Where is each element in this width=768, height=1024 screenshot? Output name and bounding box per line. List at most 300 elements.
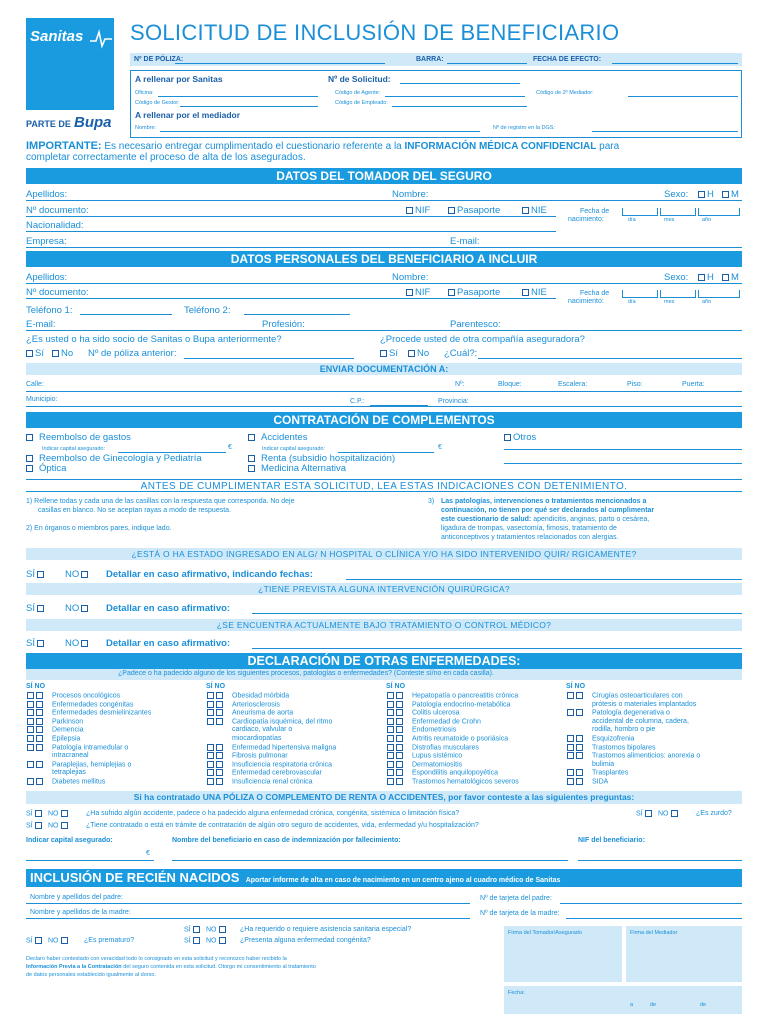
envio-escalera-label: Escalera: bbox=[558, 381, 588, 388]
disease-checkboxes[interactable] bbox=[206, 778, 232, 785]
tomador-documento-field[interactable] bbox=[26, 216, 556, 217]
disease-item[interactable] bbox=[206, 761, 332, 768]
benef-socio-no[interactable] bbox=[50, 348, 73, 359]
disease-item bbox=[566, 726, 655, 733]
codigo-2-mediador-label: Código de 2º Mediador: bbox=[536, 90, 594, 96]
renta-q1-si[interactable] bbox=[26, 810, 44, 817]
disease-label: Endometriosis bbox=[412, 726, 457, 734]
registro-dgs-field[interactable] bbox=[592, 131, 738, 132]
accidentes-check[interactable] bbox=[246, 432, 307, 443]
fecha-efecto-label: FECHA DE EFECTO: bbox=[533, 56, 602, 63]
disease-checkboxes[interactable] bbox=[566, 709, 592, 716]
disease-item[interactable] bbox=[386, 778, 519, 785]
disease-label: Paraplejias, hemiplejias o bbox=[52, 761, 132, 769]
renta-q2-si[interactable] bbox=[26, 822, 44, 829]
pregunta-1-no[interactable] bbox=[65, 569, 90, 580]
recien-madre-label: Nombre y apellidos de la madre: bbox=[30, 909, 131, 916]
disease-checkboxes[interactable] bbox=[206, 761, 232, 768]
envio-provincia-field[interactable] bbox=[26, 406, 742, 407]
disease-item[interactable] bbox=[26, 761, 131, 768]
disease-label: tetraplejias bbox=[52, 769, 86, 777]
disease-label: Obesidad mórbida bbox=[232, 692, 290, 700]
pregunta-2-si-text: SÍ bbox=[26, 603, 35, 614]
envio-header: ENVIAR DOCUMENTACIÓN A: bbox=[26, 363, 742, 375]
renta-header: Si ha contratado UNA PÓLIZA O COMPLEMENTO DE RENTA O ACCIDENTES, por favor conteste a las siguientes preguntas: bbox=[26, 791, 742, 804]
benef-nombre-label: Nombre: bbox=[392, 272, 429, 283]
disease-checkboxes[interactable] bbox=[206, 769, 232, 776]
disease-item[interactable] bbox=[566, 752, 700, 759]
zurdo-no[interactable] bbox=[658, 810, 680, 817]
benef-poliza-anterior-field[interactable] bbox=[184, 358, 354, 359]
pregunta-1-no-text: NO bbox=[65, 569, 80, 580]
zurdo-si-text: SÍ bbox=[636, 810, 643, 818]
envio-calle-label: Calle: bbox=[26, 381, 44, 388]
sanitas-logo bbox=[26, 18, 114, 110]
codigo-agente-field[interactable] bbox=[385, 96, 525, 97]
benef-fecha-anio[interactable] bbox=[698, 290, 740, 298]
benef-nacimiento-label: nacimiento: bbox=[568, 298, 604, 305]
disease-checkboxes[interactable] bbox=[386, 778, 412, 785]
disease-label: Lupus sistémico bbox=[412, 752, 463, 760]
fecha-box[interactable] bbox=[504, 986, 742, 1014]
codigo-empleado-label: Código de Empleado: bbox=[335, 100, 388, 106]
reembolso-gineco-text: Reembolso de Ginecología y Pediatría bbox=[39, 453, 202, 464]
disease-item[interactable] bbox=[386, 692, 518, 699]
euro-symbol-1: € bbox=[228, 444, 232, 451]
tomador-fecha-anio[interactable] bbox=[698, 208, 740, 216]
disease-item[interactable] bbox=[26, 735, 80, 742]
disease-label: accidental de columna, cadera, bbox=[592, 717, 689, 725]
disease-checkboxes[interactable] bbox=[386, 692, 412, 699]
disease-label: prótesis o materiales implantados bbox=[592, 700, 697, 708]
tomador-nacimiento-label: nacimiento: bbox=[568, 216, 604, 223]
beneficiario-header: DATOS PERSONALES DEL BENEFICIARIO A INCLUIR bbox=[26, 251, 742, 267]
disease-item[interactable] bbox=[386, 726, 456, 733]
benef-nif-text: NIF bbox=[415, 287, 431, 298]
benef-telefono1-label: Teléfono 1: bbox=[26, 305, 73, 316]
tomador-email-label: E-mail: bbox=[450, 236, 480, 247]
prematuro-si[interactable] bbox=[26, 937, 44, 944]
codigo-2-mediador-field[interactable] bbox=[628, 96, 738, 97]
reembolso-gastos-text: Reembolso de gastos bbox=[39, 432, 131, 443]
recien-padre-field[interactable] bbox=[26, 903, 470, 904]
disease-checkboxes[interactable] bbox=[26, 735, 52, 742]
firma-tomador-label: Firma del Tomador/Asegurado bbox=[508, 930, 582, 936]
disease-checkboxes[interactable] bbox=[386, 761, 412, 768]
importante-text2: para bbox=[599, 141, 620, 152]
disease-checkboxes[interactable] bbox=[566, 769, 592, 776]
disease-checkboxes[interactable] bbox=[206, 692, 232, 699]
disease-item[interactable] bbox=[566, 735, 634, 742]
disease-item[interactable] bbox=[386, 735, 508, 742]
disease-label: SIDA bbox=[592, 778, 609, 786]
disease-item[interactable] bbox=[206, 769, 322, 776]
parte-de-label: PARTE DE bbox=[26, 119, 71, 129]
disease-item[interactable] bbox=[26, 744, 128, 751]
tomador-nie[interactable] bbox=[520, 205, 547, 216]
envio-cp-label: C.P.: bbox=[350, 398, 365, 405]
disease-label: Enfermedad de Crohn bbox=[412, 718, 481, 726]
declaracion-2 bbox=[26, 964, 316, 970]
zurdo-no-text: NO bbox=[658, 810, 669, 818]
benef-fecha-dia[interactable] bbox=[622, 290, 658, 298]
prematuro-q: ¿Es prematuro? bbox=[84, 937, 135, 944]
sino-header: SÍ NO bbox=[26, 683, 46, 690]
disease-label: Colitis ulcerosa bbox=[412, 709, 460, 717]
otros-field-1[interactable] bbox=[504, 449, 742, 450]
disease-checkboxes[interactable] bbox=[26, 744, 52, 751]
disease-item[interactable] bbox=[206, 718, 332, 725]
n-solicitud-label: Nº de Solicitud: bbox=[328, 74, 391, 84]
disease-item[interactable] bbox=[566, 769, 628, 776]
tomador-apellidos-label: Apellidos: bbox=[26, 189, 68, 200]
benef-socio-si[interactable] bbox=[24, 348, 44, 359]
pregunta-3-field[interactable] bbox=[252, 648, 742, 649]
enfermedades-header: DECLARACIÓN DE OTRAS ENFERMEDADES: bbox=[26, 653, 742, 669]
benef-q-socio: ¿Es usted o ha sido socio de Sanitas o Bupa anteriormente? bbox=[26, 334, 282, 345]
pregunta-1-header: ¿ESTÁ O HA ESTADO INGRESADO EN ALG/ N HOSPITAL O CLÍNICA Y/O HA SIDO INTERVENIDO QUIR/ RGICAMENTE? bbox=[26, 548, 742, 560]
benef-email-field[interactable] bbox=[26, 330, 742, 331]
disease-checkboxes[interactable] bbox=[566, 778, 592, 785]
disease-item[interactable] bbox=[26, 701, 133, 708]
disease-item bbox=[566, 701, 696, 708]
benef-cual-label: ¿Cuál?: bbox=[444, 348, 478, 359]
benef-dia-label: día bbox=[628, 299, 636, 305]
benef-telefono2-field[interactable] bbox=[244, 314, 350, 315]
disease-item[interactable] bbox=[386, 744, 479, 751]
disease-checkboxes[interactable] bbox=[26, 726, 52, 733]
benef-pasaporte-text: Pasaporte bbox=[457, 287, 501, 298]
tomador-header: DATOS DEL TOMADOR DEL SEGURO bbox=[26, 168, 742, 184]
benef-sexo-m[interactable] bbox=[720, 272, 739, 283]
envio-piso-label: Piso: bbox=[627, 381, 643, 388]
tomador-empresa-field[interactable] bbox=[26, 247, 742, 248]
recien-header bbox=[26, 869, 742, 887]
pregunta-3-si-text: SÍ bbox=[26, 638, 35, 649]
disease-item[interactable] bbox=[386, 752, 462, 759]
optica-check[interactable] bbox=[24, 463, 66, 474]
renta-nif-benef-field[interactable] bbox=[578, 860, 742, 861]
tomador-nif[interactable] bbox=[404, 205, 430, 216]
accidentes-text: Accidentes bbox=[261, 432, 308, 443]
benef-q-otra: ¿Procede usted de otra compañía aseguradora? bbox=[380, 334, 585, 345]
medicina-alt-check[interactable] bbox=[246, 463, 346, 474]
renta-euro: € bbox=[146, 850, 150, 857]
disease-item[interactable] bbox=[26, 778, 105, 785]
pregunta-3-detalle: Detallar en caso afirmativo: bbox=[106, 638, 231, 649]
benef-sexo-h[interactable] bbox=[696, 272, 714, 283]
disease-checkboxes[interactable] bbox=[386, 735, 412, 742]
asistencia-no[interactable] bbox=[206, 926, 228, 933]
renta-capital-field[interactable] bbox=[26, 860, 154, 861]
instruccion-3a: Las patologías, intervenciones o tratamientos mencionados a bbox=[441, 498, 647, 505]
disease-item[interactable] bbox=[566, 709, 670, 716]
envio-provincia-label: Provincia: bbox=[438, 398, 469, 405]
tomador-sexo-h[interactable] bbox=[696, 189, 714, 200]
sanitas-brand: Sanitas bbox=[30, 28, 84, 45]
instruccion-3-num: 3) bbox=[428, 498, 435, 505]
disease-label: Patología endocrino-metabólica bbox=[412, 700, 511, 708]
renta-q1-si-text: SÍ bbox=[26, 810, 33, 818]
tomador-nacionalidad-field[interactable] bbox=[26, 231, 556, 232]
tomador-dia-label: día bbox=[628, 217, 636, 223]
envio-calle-field[interactable] bbox=[26, 391, 742, 392]
benef-apellidos-label: Apellidos: bbox=[26, 272, 68, 283]
disease-label: Enfermedades desmielinizantes bbox=[52, 709, 152, 717]
disease-checkboxes[interactable] bbox=[206, 718, 232, 725]
disease-checkboxes[interactable] bbox=[566, 752, 592, 759]
oficina-field[interactable] bbox=[158, 96, 318, 97]
zurdo-label: ¿Es zurdo? bbox=[696, 810, 732, 817]
disease-checkboxes[interactable] bbox=[386, 701, 412, 708]
pregunta-1-field[interactable] bbox=[346, 579, 742, 580]
fecha-de-1: de bbox=[650, 1002, 657, 1008]
disease-label: intracraneal bbox=[52, 752, 89, 760]
instruccion-2: 2) En órganos o miembros pares, indique lado. bbox=[26, 525, 172, 532]
tomador-nacionalidad-label: Nacionalidad: bbox=[26, 220, 84, 231]
disease-checkboxes[interactable] bbox=[386, 718, 412, 725]
instruccion-3d: apendicitis, anginas, parto o cesárea, bbox=[533, 516, 650, 523]
rellenar-mediador: A rellenar por el mediador bbox=[135, 110, 241, 120]
pregunta-2-detalle: Detallar en caso afirmativo: bbox=[106, 603, 231, 614]
poliza-field[interactable] bbox=[175, 63, 385, 64]
disease-checkboxes[interactable] bbox=[206, 709, 232, 716]
benef-documento-label: Nº documento: bbox=[26, 287, 89, 298]
sino-header: SÍ NO bbox=[386, 683, 406, 690]
disease-checkboxes[interactable] bbox=[386, 744, 412, 751]
renta-q1-no[interactable] bbox=[48, 810, 70, 817]
importante-text3: completar correctamente el proceso de alta de los asegurados. bbox=[26, 152, 306, 163]
disease-checkboxes[interactable] bbox=[26, 701, 52, 708]
congenita-si[interactable] bbox=[184, 937, 202, 944]
tomador-fecha-mes[interactable] bbox=[660, 208, 696, 216]
benef-anio-label: año bbox=[702, 299, 712, 305]
declaracion-1: Declaro haber contestado con veracidad todo lo consignado en esta solicitud y reconozco haber recibido la bbox=[26, 956, 287, 962]
fecha-a: a bbox=[630, 1002, 634, 1008]
benef-pasaporte[interactable] bbox=[446, 287, 500, 298]
disease-label: Insuficiencia renal crónica bbox=[232, 778, 313, 786]
zurdo-si[interactable] bbox=[636, 810, 654, 817]
importante-text1: Es necesario entregar cumplimentado el cuestionario referente a la bbox=[104, 141, 402, 152]
disease-label: cardiaco, valvular o bbox=[232, 726, 293, 734]
importante-text bbox=[26, 140, 619, 152]
disease-label: Trastornos hematológicos severos bbox=[412, 778, 519, 786]
renta-q2: ¿Tiene contratado o está en trámite de contratación de algún otro seguro de accidentes, vida, enfermedad y/u hospitalización? bbox=[86, 822, 479, 829]
disease-label: Patología intramedular o bbox=[52, 743, 129, 751]
benef-cual-field[interactable] bbox=[478, 358, 742, 359]
tomador-sexo-label: Sexo: bbox=[664, 189, 689, 200]
benef-telefono1-field[interactable] bbox=[80, 314, 172, 315]
disease-checkboxes[interactable] bbox=[386, 726, 412, 733]
disease-item[interactable] bbox=[206, 778, 313, 785]
disease-checkboxes[interactable] bbox=[206, 744, 232, 751]
benef-otra-no[interactable] bbox=[406, 348, 429, 359]
renta-capital-label: Indicar capital asegurado: bbox=[26, 837, 113, 844]
disease-checkboxes[interactable] bbox=[206, 752, 232, 759]
disease-item[interactable] bbox=[206, 692, 289, 699]
renta-nombre-benef-label: Nombre del beneficiario en caso de indemnización por fallecimiento: bbox=[172, 837, 401, 844]
benef-nie[interactable] bbox=[520, 287, 547, 298]
disease-item bbox=[566, 761, 614, 768]
indicar-capital-label: Indicar capital asegurado: bbox=[42, 446, 105, 452]
declaracion-2b: del seguro contenida en esta solicitud. Otorgo mi consentimiento al tratamiento bbox=[123, 964, 316, 970]
disease-label: miocardiopatías bbox=[232, 735, 282, 742]
disease-checkboxes[interactable] bbox=[26, 709, 52, 716]
congenita-no[interactable] bbox=[206, 937, 228, 944]
heartbeat-icon bbox=[90, 28, 112, 50]
benef-email-label: E-mail: bbox=[26, 319, 56, 330]
benef-apellidos-field[interactable] bbox=[26, 283, 742, 284]
disease-checkboxes[interactable] bbox=[26, 761, 52, 768]
tomador-fecha-nac-label: Fecha de bbox=[580, 208, 610, 215]
disease-label: Aneurisma de aorta bbox=[232, 709, 294, 717]
tomador-pasaporte[interactable] bbox=[446, 205, 500, 216]
recien-padre-label: Nombre y apellidos del padre: bbox=[30, 894, 123, 901]
disease-item[interactable] bbox=[26, 709, 151, 716]
disease-label: bulimia bbox=[592, 760, 615, 768]
otros-field-2[interactable] bbox=[504, 463, 742, 464]
disease-checkboxes[interactable] bbox=[566, 744, 592, 751]
instruccion-3c: este cuestionario de salud: bbox=[441, 516, 532, 523]
page-title: SOLICITUD DE INCLUSIÓN DE BENEFICIARIO bbox=[130, 20, 620, 45]
disease-item[interactable] bbox=[386, 718, 481, 725]
disease-label: Distrofias musculares bbox=[412, 743, 479, 751]
disease-item[interactable] bbox=[26, 726, 84, 733]
disease-label: Trastornos bipolares bbox=[592, 743, 656, 751]
tomador-fecha-dia[interactable] bbox=[622, 208, 658, 216]
disease-checkboxes[interactable] bbox=[386, 752, 412, 759]
disease-item[interactable] bbox=[206, 752, 288, 759]
envio-bloque-label: Bloque: bbox=[498, 381, 522, 388]
disease-label: Arteriosclerosis bbox=[232, 700, 280, 708]
disease-item[interactable] bbox=[26, 718, 83, 725]
recien-tarjeta-madre-field[interactable] bbox=[566, 918, 742, 919]
prematuro-si-text: SÍ bbox=[26, 937, 33, 945]
instruccion-1b: casillas en blanco. No se aceptan rayas a modo de respuesta. bbox=[38, 507, 232, 514]
disease-checkboxes[interactable] bbox=[26, 692, 52, 699]
pregunta-2-si[interactable] bbox=[26, 603, 46, 614]
pregunta-3-si[interactable] bbox=[26, 638, 46, 649]
pregunta-2-field[interactable] bbox=[252, 613, 742, 614]
benef-parentesco-label: Parentesco: bbox=[450, 319, 501, 330]
tomador-h-text: H bbox=[707, 189, 714, 200]
recien-tarjeta-padre-field[interactable] bbox=[560, 903, 742, 904]
benef-fecha-mes[interactable] bbox=[660, 290, 696, 298]
tomador-documento-label: Nº documento: bbox=[26, 205, 89, 216]
pregunta-3-no[interactable] bbox=[65, 638, 90, 649]
disease-label: Procesos oncológicos bbox=[52, 692, 121, 700]
disease-label: Epilepsia bbox=[52, 735, 81, 743]
disease-label: Patología degenerativa o bbox=[592, 709, 670, 717]
asistencia-no-text: NO bbox=[206, 926, 217, 934]
disease-checkboxes[interactable] bbox=[566, 692, 592, 699]
disease-label: Enfermedad cerebrovascular bbox=[232, 769, 322, 777]
barra-field[interactable] bbox=[447, 63, 527, 64]
disease-item[interactable] bbox=[386, 701, 510, 708]
congenita-si-text: SÍ bbox=[184, 937, 191, 945]
tomador-nie-text: NIE bbox=[531, 205, 547, 216]
disease-item[interactable] bbox=[206, 709, 293, 716]
disease-label: Cirugías osteoarticulares con bbox=[592, 692, 683, 700]
disease-label: Demencia bbox=[52, 726, 84, 734]
disease-item[interactable] bbox=[386, 761, 462, 768]
disease-label: Dermatomiositis bbox=[412, 761, 463, 769]
disease-label: Parkinson bbox=[52, 718, 84, 726]
disease-checkboxes[interactable] bbox=[26, 718, 52, 725]
tomador-empresa-label: Empresa: bbox=[26, 236, 67, 247]
renta-q2-no[interactable] bbox=[48, 822, 70, 829]
benef-otra-no-text: No bbox=[417, 348, 430, 359]
disease-item[interactable] bbox=[386, 769, 498, 776]
fecha-efecto-field[interactable] bbox=[612, 63, 738, 64]
disease-item[interactable] bbox=[26, 692, 120, 699]
codigo-empleado-field[interactable] bbox=[392, 106, 527, 107]
renta-q2-si-text: SÍ bbox=[26, 822, 33, 830]
pregunta-1-si[interactable] bbox=[26, 569, 46, 580]
fecha-label: Fecha: bbox=[508, 990, 525, 996]
mediador-nombre-field[interactable] bbox=[160, 131, 480, 132]
oficina-label: Oficina: bbox=[135, 90, 154, 96]
tomador-m-text: M bbox=[731, 189, 739, 200]
benef-documento-field[interactable] bbox=[26, 298, 556, 299]
pregunta-2-no[interactable] bbox=[65, 603, 90, 614]
benef-nif[interactable] bbox=[404, 287, 430, 298]
disease-checkboxes[interactable] bbox=[566, 735, 592, 742]
disease-item[interactable] bbox=[206, 701, 280, 708]
disease-item[interactable] bbox=[566, 692, 683, 699]
instruccion-3f: anticonceptivos y tratamientos relacionados con alergias. bbox=[441, 534, 619, 541]
n-solicitud-field[interactable] bbox=[400, 83, 520, 84]
recien-header-title: INCLUSIÓN DE RECIÉN NACIDOS bbox=[30, 870, 240, 885]
codigo-gestor-label: Código de Gestor: bbox=[135, 100, 180, 106]
benef-h-text: H bbox=[707, 272, 714, 283]
envio-puerta-label: Puerta: bbox=[682, 381, 705, 388]
codigo-gestor-field[interactable] bbox=[180, 106, 318, 107]
disease-label: Enfermedades congénitas bbox=[52, 700, 134, 708]
asistencia-si[interactable] bbox=[184, 926, 202, 933]
envio-n-label: Nº: bbox=[455, 381, 465, 388]
disease-checkboxes[interactable] bbox=[386, 709, 412, 716]
benef-fecha-nac-label: Fecha de bbox=[580, 290, 610, 297]
sino-header: SÍ NO bbox=[206, 683, 226, 690]
disease-item[interactable] bbox=[206, 744, 336, 751]
renta-q1: ¿Ha sufrido algún accidente, padece o ha padecido alguna enfermedad crónica, congénita, sistémica o limitación física? bbox=[86, 810, 460, 817]
instruccion-3b: continuación, no tienen por qué ser declarados al cumplimentar bbox=[441, 507, 655, 514]
disease-item[interactable] bbox=[566, 778, 608, 785]
importante-bold: INFORMACIÓN MÉDICA CONFIDENCIAL bbox=[404, 141, 597, 152]
disease-checkboxes[interactable] bbox=[206, 701, 232, 708]
prematuro-no[interactable] bbox=[48, 937, 70, 944]
renta-nombre-benef-field[interactable] bbox=[172, 860, 568, 861]
recien-madre-field[interactable] bbox=[26, 918, 470, 919]
euro-symbol-2: € bbox=[438, 444, 442, 451]
disease-item[interactable] bbox=[386, 709, 459, 716]
benef-otra-si[interactable] bbox=[378, 348, 398, 359]
indicar-capital2-label: Indicar capital asegurado: bbox=[262, 446, 325, 452]
reembolso-gastos-check[interactable] bbox=[24, 432, 131, 443]
barra-label: BARRA: bbox=[416, 56, 444, 63]
tomador-sexo-m[interactable] bbox=[720, 189, 739, 200]
tomador-apellidos-field[interactable] bbox=[26, 200, 742, 201]
disease-checkboxes[interactable] bbox=[386, 769, 412, 776]
mediador-nombre-label: Nombre: bbox=[135, 125, 157, 131]
recien-tarjeta-padre-label: Nº de tarjeta del padre: bbox=[480, 895, 552, 902]
tomador-nombre-label: Nombre: bbox=[392, 189, 429, 200]
disease-label: Diabetes mellitus bbox=[52, 778, 106, 786]
otros-check[interactable] bbox=[502, 432, 536, 443]
disease-checkboxes[interactable] bbox=[26, 778, 52, 785]
disease-item[interactable] bbox=[566, 744, 656, 751]
